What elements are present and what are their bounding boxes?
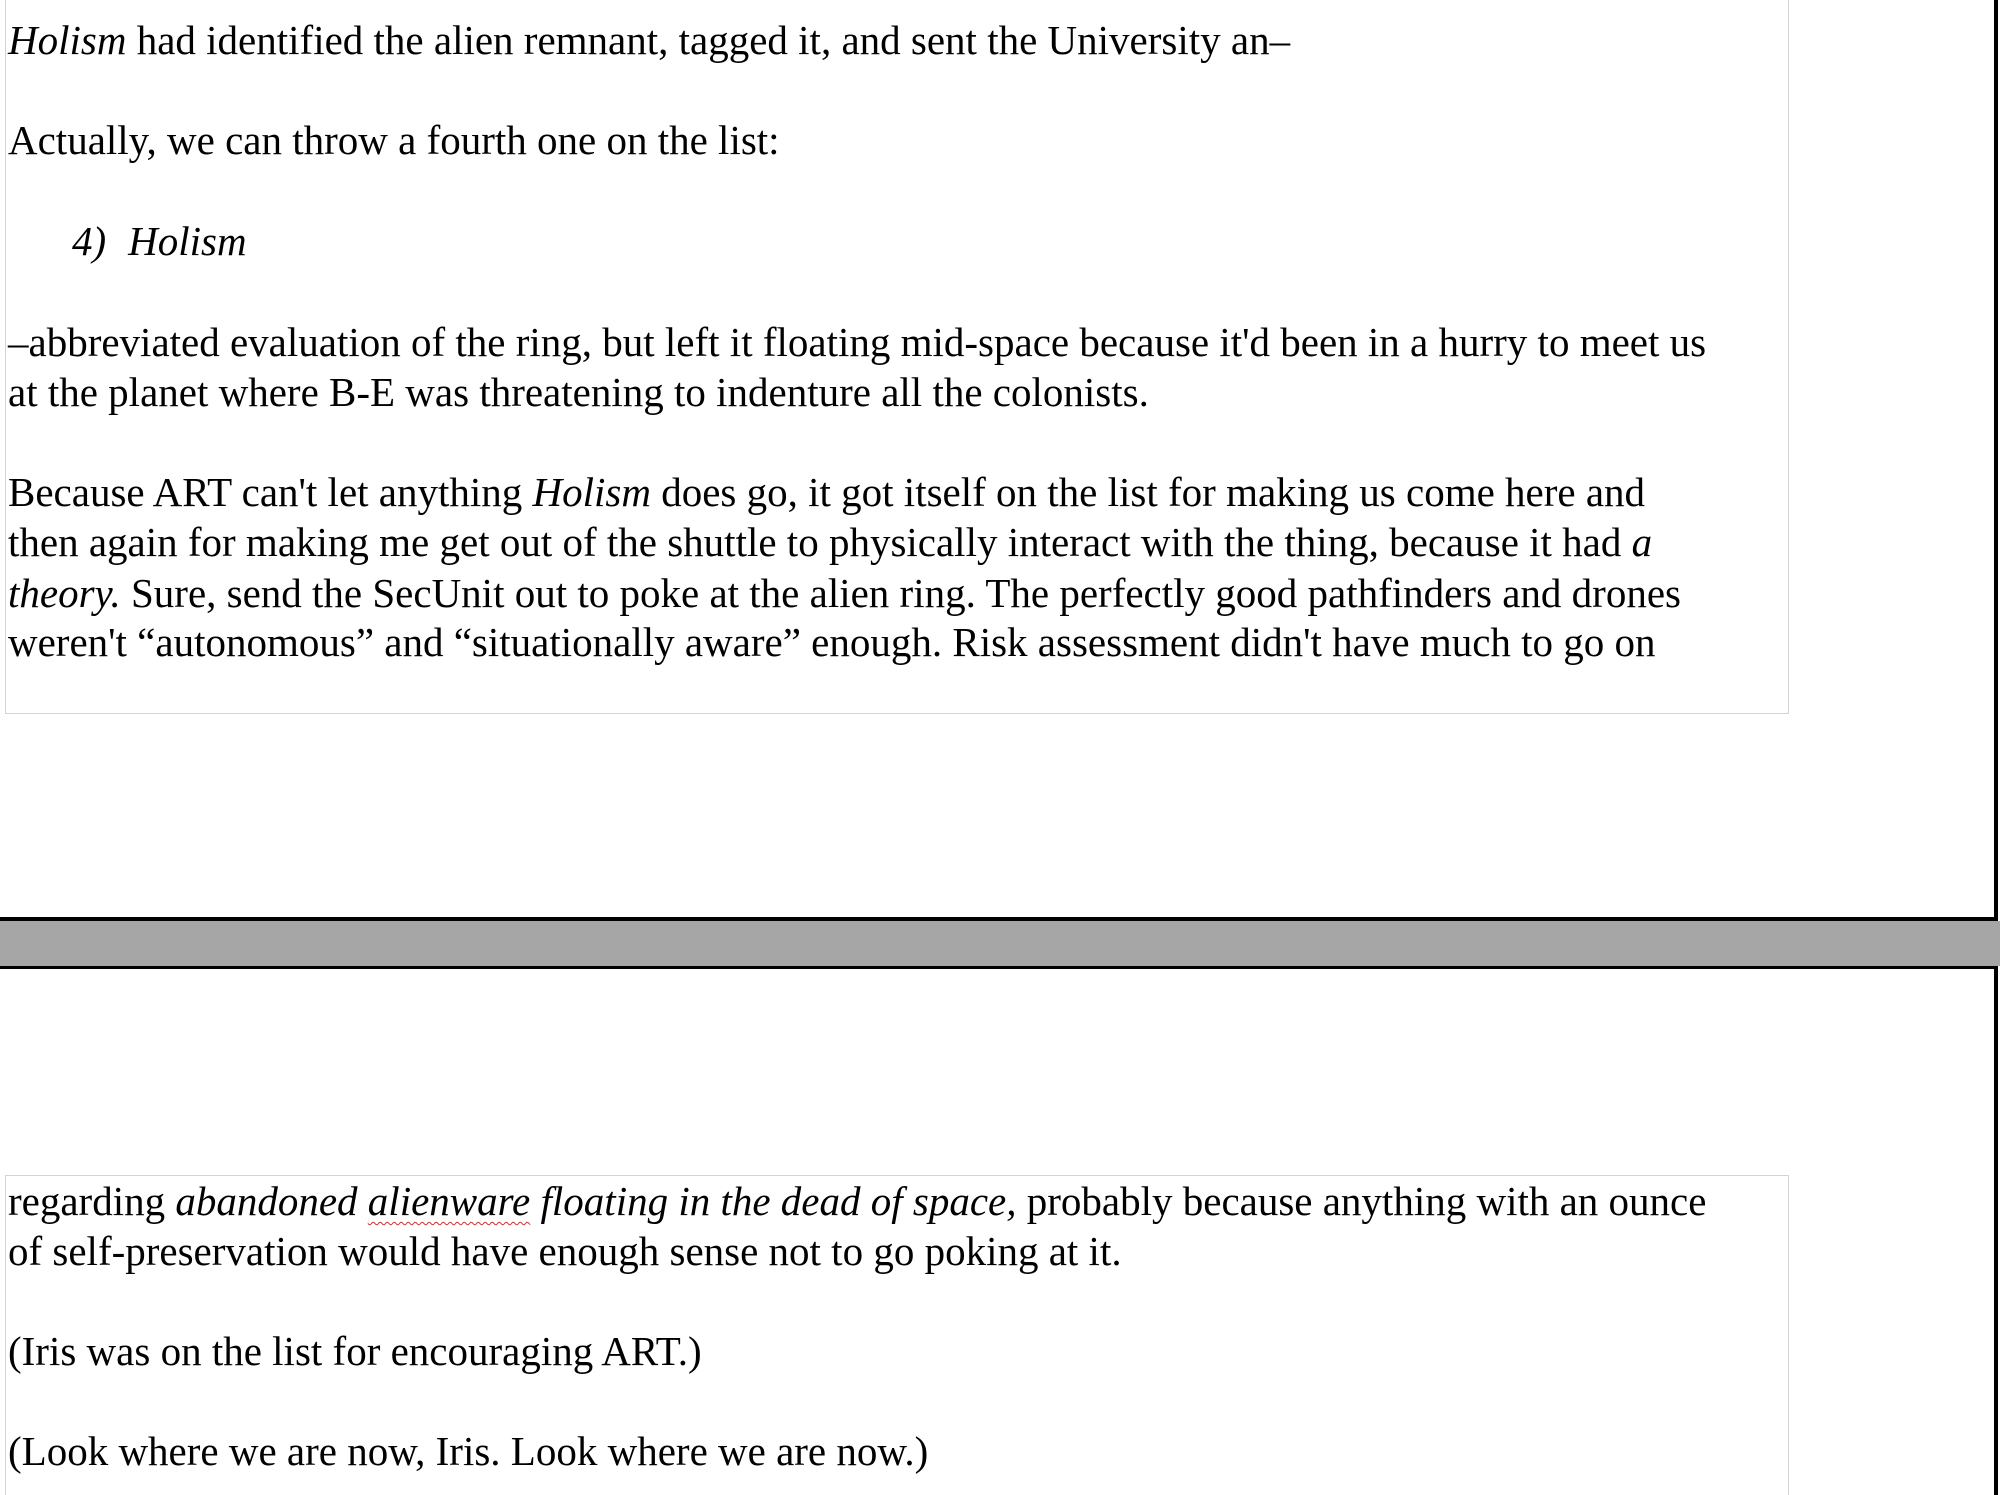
page-break-gap — [0, 921, 2000, 966]
list-item — [72, 216, 247, 266]
text-run: Because ART can't let anything — [8, 469, 533, 515]
paragraph-line — [8, 1176, 1706, 1226]
text-frame — [5, 0, 1789, 714]
text-frame — [5, 1175, 1789, 1495]
misspelled-word[interactable]: alienware — [367, 1178, 531, 1224]
paragraph: (Iris was on the list for encouraging ART.) — [8, 1328, 702, 1374]
italic-text: Holism — [532, 469, 651, 515]
paragraph-line — [8, 517, 1652, 567]
document-page[interactable] — [0, 966, 1998, 1495]
paragraph: Actually, we can throw a fourth one on the list: — [8, 117, 780, 163]
paragraph-line — [8, 467, 1645, 517]
italic-text: abandoned — [175, 1178, 368, 1224]
paragraph-line — [8, 568, 1681, 618]
paragraph: (Look where we are now, Iris. Look where we are now.) — [8, 1428, 929, 1474]
text-run: regarding — [8, 1178, 176, 1224]
text-run: does go, it got itself on the list for making us come here and — [650, 469, 1646, 515]
paragraph — [8, 15, 1290, 65]
italic-text: floating in the dead of space, — [530, 1178, 1017, 1224]
italic-text: a — [1631, 519, 1653, 565]
list-number: 4) — [72, 218, 107, 264]
text-run: probably because anything with an ounce — [1016, 1178, 1707, 1224]
paragraph-line: weren't “autonomous” and “situationally aware” enough. Risk assessment didn't have much to go on — [8, 619, 1656, 665]
paragraph-line: –abbreviated evaluation of the ring, but left it floating mid-space because it'd been in a hurry to meet us — [8, 319, 1707, 365]
italic-text: Holism — [8, 17, 127, 63]
text-run: then again for making me get out of the shuttle to physically interact with the thing, because it had — [8, 519, 1632, 565]
paragraph-line: at the planet where B-E was threatening to indenture all the colonists. — [8, 369, 1149, 415]
italic-text: theory. — [8, 570, 121, 616]
list-item-text: Holism — [128, 218, 247, 264]
text-run: had identified the alien remnant, tagged it, and sent the University an– — [126, 17, 1291, 63]
paragraph-line: of self-preservation would have enough sense not to go poking at it. — [8, 1228, 1122, 1274]
text-run: Sure, send the SecUnit out to poke at the alien ring. The perfectly good pathfinders and drones — [120, 570, 1681, 616]
